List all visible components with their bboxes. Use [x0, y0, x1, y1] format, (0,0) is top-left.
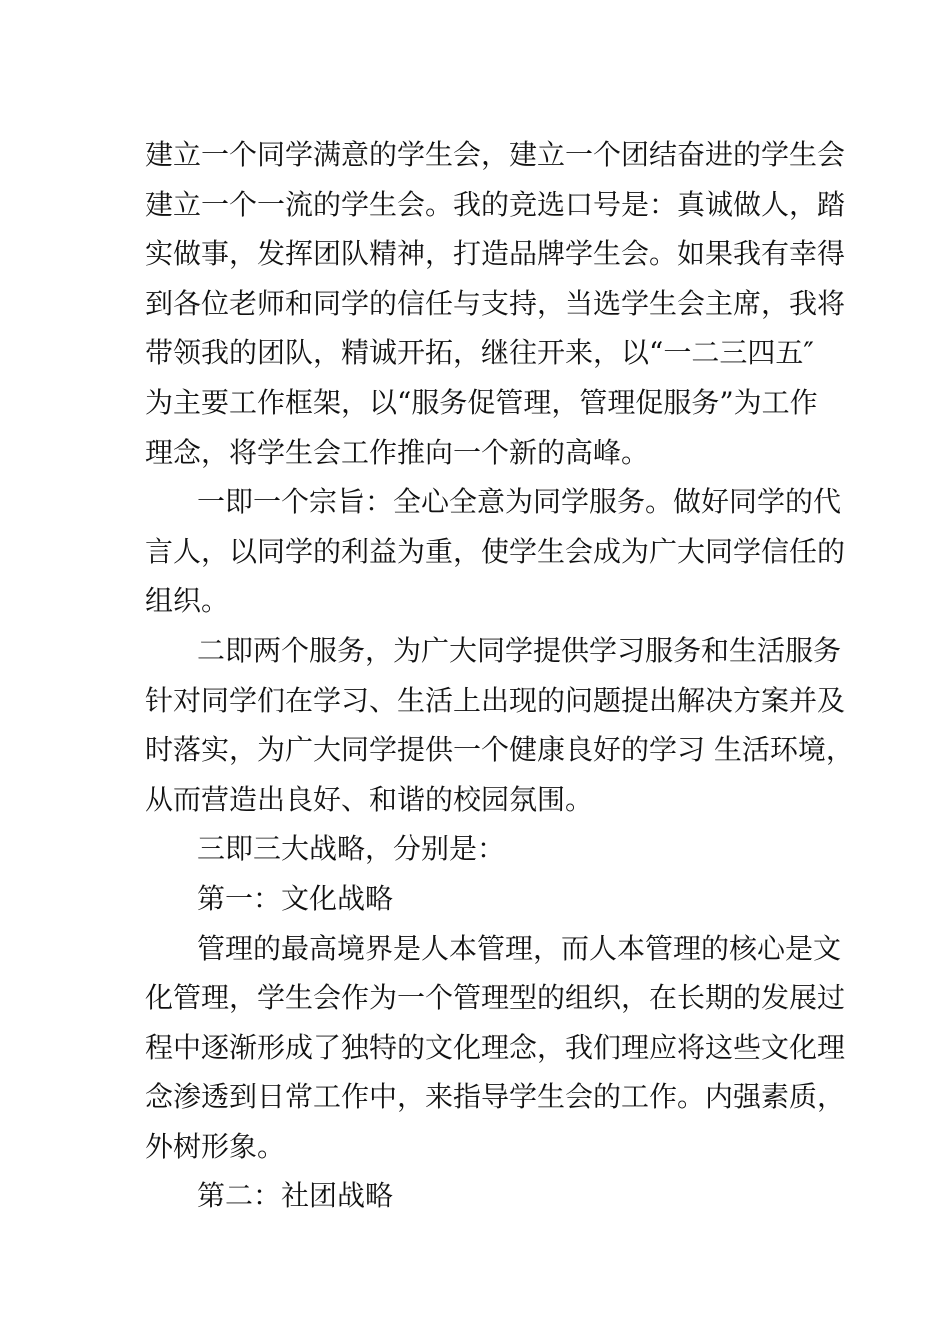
- section-heading: 第二：社团战略: [197, 1179, 394, 1213]
- text-line: 建立一个一流的学生会。我的竞选口号是：真诚做人，踏: [145, 187, 846, 221]
- text-line: 到各位老师和同学的信任与支持，当选学生会主席，我将: [145, 286, 846, 320]
- text-line: 建立一个同学满意的学生会，建立一个团结奋进的学生会: [145, 138, 846, 171]
- text-line: 化管理，学生会作为一个管理型的组织，在长期的发展过: [145, 981, 846, 1015]
- section-heading: 第一：文化战略: [197, 881, 394, 915]
- paragraph-first-line: 管理的最高境界是人本管理，而人本管理的核心是文: [197, 931, 842, 965]
- paragraph-first-line: 二即两个服务，为广大同学提供学习服务和生活服务: [197, 633, 842, 667]
- text-line: 时落实，为广大同学提供一个健康良好的学习 生活环境，: [145, 733, 854, 767]
- text-line: 组织。: [145, 584, 230, 618]
- text-line: 言人，以同学的利益为重，使学生会成为广大同学信任的: [145, 534, 846, 568]
- text-line: 为主要工作框架，以“服务促管理，管理促服务”为工作: [145, 385, 818, 419]
- text-line: 实做事，发挥团队精神，打造品牌学生会。如果我有幸得: [145, 237, 846, 271]
- paragraph-first-line: 一即一个宗旨：全心全意为同学服务。做好同学的代: [197, 485, 842, 519]
- text-line: 理念，将学生会工作推向一个新的高峰。: [145, 435, 650, 469]
- text-line: 程中逐渐形成了独特的文化理念，我们理应将这些文化理: [145, 1030, 846, 1064]
- paragraph-first-line: 三即三大战略，分别是：: [197, 832, 506, 866]
- text-line: 针对同学们在学习、生活上出现的问题提出解决方案并及: [145, 683, 846, 717]
- text-line: 念渗透到日常工作中，来指导学生会的工作。内强素质，: [145, 1080, 846, 1114]
- text-line: 外树形象。: [145, 1129, 286, 1163]
- text-line: 带领我的团队，精诚开拓，继往开来，以“一二三四五″: [145, 336, 814, 370]
- text-line: 从而营造出良好、和谐的校园氛围。: [145, 782, 594, 816]
- document-body: [145, 130, 854, 1221]
